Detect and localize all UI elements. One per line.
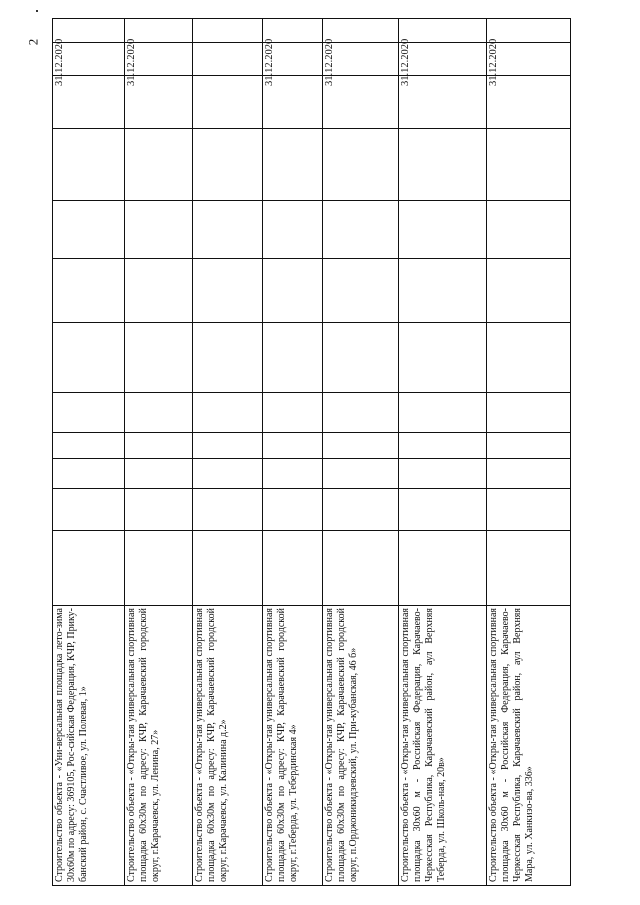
column-divider [52,432,570,433]
row-description: Строительство объекта - «Откры-тая универсальная спортивная площадка 30х60 м - Российская Федерация, Карачаево-Черкесская Республика, Карачаевский район, аул Верхняя Мара, ул. Ханкизо-ва, 336» [488,608,535,882]
column-divider [52,605,570,606]
table-border-top [52,18,571,19]
row-date: 31.12.2020 [264,38,275,86]
row-description: Строительство объекта - «Откры-тая универсальная спортивная площадка 60х30м по адресу: КЧР, Карачаевский городской округ, г.Теберда, ул. Тебердинская 4» [264,608,299,882]
column-divider [52,488,570,489]
row-divider [262,18,263,885]
column-divider [52,258,570,259]
row-date: 31.12.2020 [126,38,137,86]
page-number: 2 [25,38,41,46]
row-date: 31.12.2020 [488,38,499,86]
row-description: Строительство объекта - «Откры-тая универсальная спортивная площадка 60х30м по адресу: КЧР, Карачаевский городской округ, г.Карачаевск, ул. Ленина, 27» [126,608,161,882]
table-border-bottom [52,885,571,886]
row-divider [52,18,53,885]
column-divider [52,530,570,531]
row-date: 31.12.2020 [54,38,65,86]
column-divider [52,322,570,323]
row-description: Строительство объекта - «Откры-тая универсальная спортивная площадка 60х30м по адресу: КЧР, Карачаевский городской округ, г.Карачаевск, ул. Калинина д.2» [194,608,229,882]
row-description: Строительство объекта - «Откры-тая универсальная спортивная площадка 30х60 м - Российская Федерация, Карачаево-Черкесская Республика, Карачаевский район, аул Верхняя Теберда, ул. Школь-ная, 20в» [400,608,447,882]
row-date: 31.12.2020 [324,38,335,86]
row-divider [398,18,399,885]
column-divider [52,128,570,129]
row-description: Строительство объекта - «Откры-тая универсальная спортивная площадка 60х30м по адресу: КЧР, Карачаевский городской округ, п.Орджоникидзевский, ул. При-кубанская, 46 б» [324,608,359,882]
row-divider [570,18,571,885]
column-divider [52,392,570,393]
row-date: 31.12.2020 [400,38,411,86]
row-description: Строительство объекта - «Уни-версальная площадка лето-зима 30х60м по адресу: 369105, Рос-сийская Федерация, КЧР, Прику-банский район, с. Счастливое, ул. Полевая, 1» [54,608,89,882]
row-divider [322,18,323,885]
row-divider [124,18,125,885]
scan-speck [36,10,38,12]
row-divider [486,18,487,885]
column-divider [52,200,570,201]
row-divider [192,18,193,885]
column-divider [52,458,570,459]
